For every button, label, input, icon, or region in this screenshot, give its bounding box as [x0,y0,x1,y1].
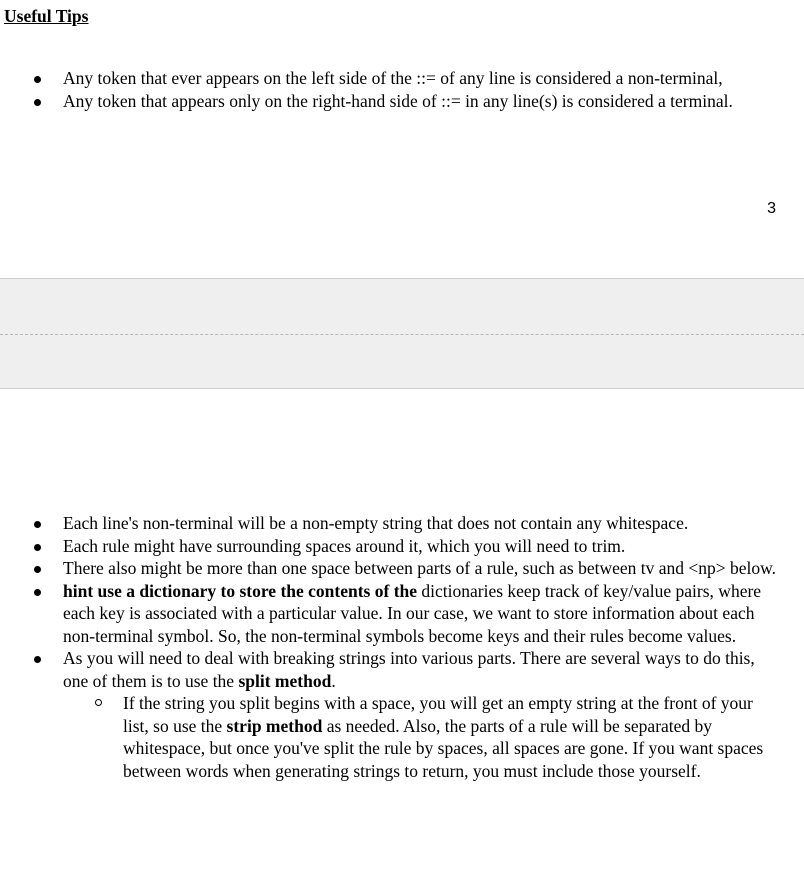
list-item [0,580,780,648]
bullet-icon [34,99,41,106]
bullet-icon [34,76,41,83]
bullet-icon [34,656,41,663]
list-item-text: Any token that appears only on the right-hand side of ::= in any line(s) is considered a terminal. [63,90,733,111]
list-item-text: dictionaries keep track of key/value pairs, where each key is associated with a particular value. In our case, we want to store information about each non-terminal symbol. So, the non-terminal symbols become keys and their rules become values. [63,580,762,646]
list-item [0,67,780,90]
list-item [0,557,780,580]
bullet-icon [34,589,41,596]
page-gap [0,278,804,389]
list-item-text: . [331,670,336,691]
sub-list-item [63,692,780,782]
list-item [0,535,780,558]
hint-bold-text: hint use a dictionary to store the contents of the [63,580,418,601]
page-3 [0,0,804,278]
split-method-bold: split method [238,670,332,691]
page-break-line [0,334,804,335]
page-number: 3 [767,200,776,217]
list-item [0,90,780,113]
useful-tips-list [0,67,780,112]
sub-list-item-text: If the string you split begins with a space, you will get an empty string at the front of your list, so use the [123,693,753,736]
sub-list-item-text: as needed. Also, the parts of a rule will be separated by whitespace, but once you've split the rule by spaces, all spaces are gone. If you want spaces between words when generating strings to return, you must include those yourself. [123,715,764,781]
rules-list [0,512,780,782]
strip-method-bold: strip method [226,715,323,736]
list-item [0,647,780,782]
bullet-icon [34,521,41,528]
hollow-bullet-icon [95,699,102,706]
bullet-icon [34,566,41,573]
list-item-text: As you will need to deal with breaking strings into various parts. There are several ways to do this, one of them is to use the [63,648,755,691]
bullet-icon [34,544,41,551]
list-item [0,512,780,535]
section-heading: Useful Tips [4,6,89,26]
sub-list [63,692,780,782]
list-item-text: Any token that ever appears on the left side of the ::= of any line is considered a non-terminal, [63,68,723,88]
list-item-text: There also might be more than one space between parts of a rule, such as between tv and <np> below. [63,558,777,578]
list-item-text: Each rule might have surrounding spaces around it, which you will need to trim. [63,535,626,556]
list-item-text: Each line's non-terminal will be a non-empty string that does not contain any whitespace. [63,513,689,533]
